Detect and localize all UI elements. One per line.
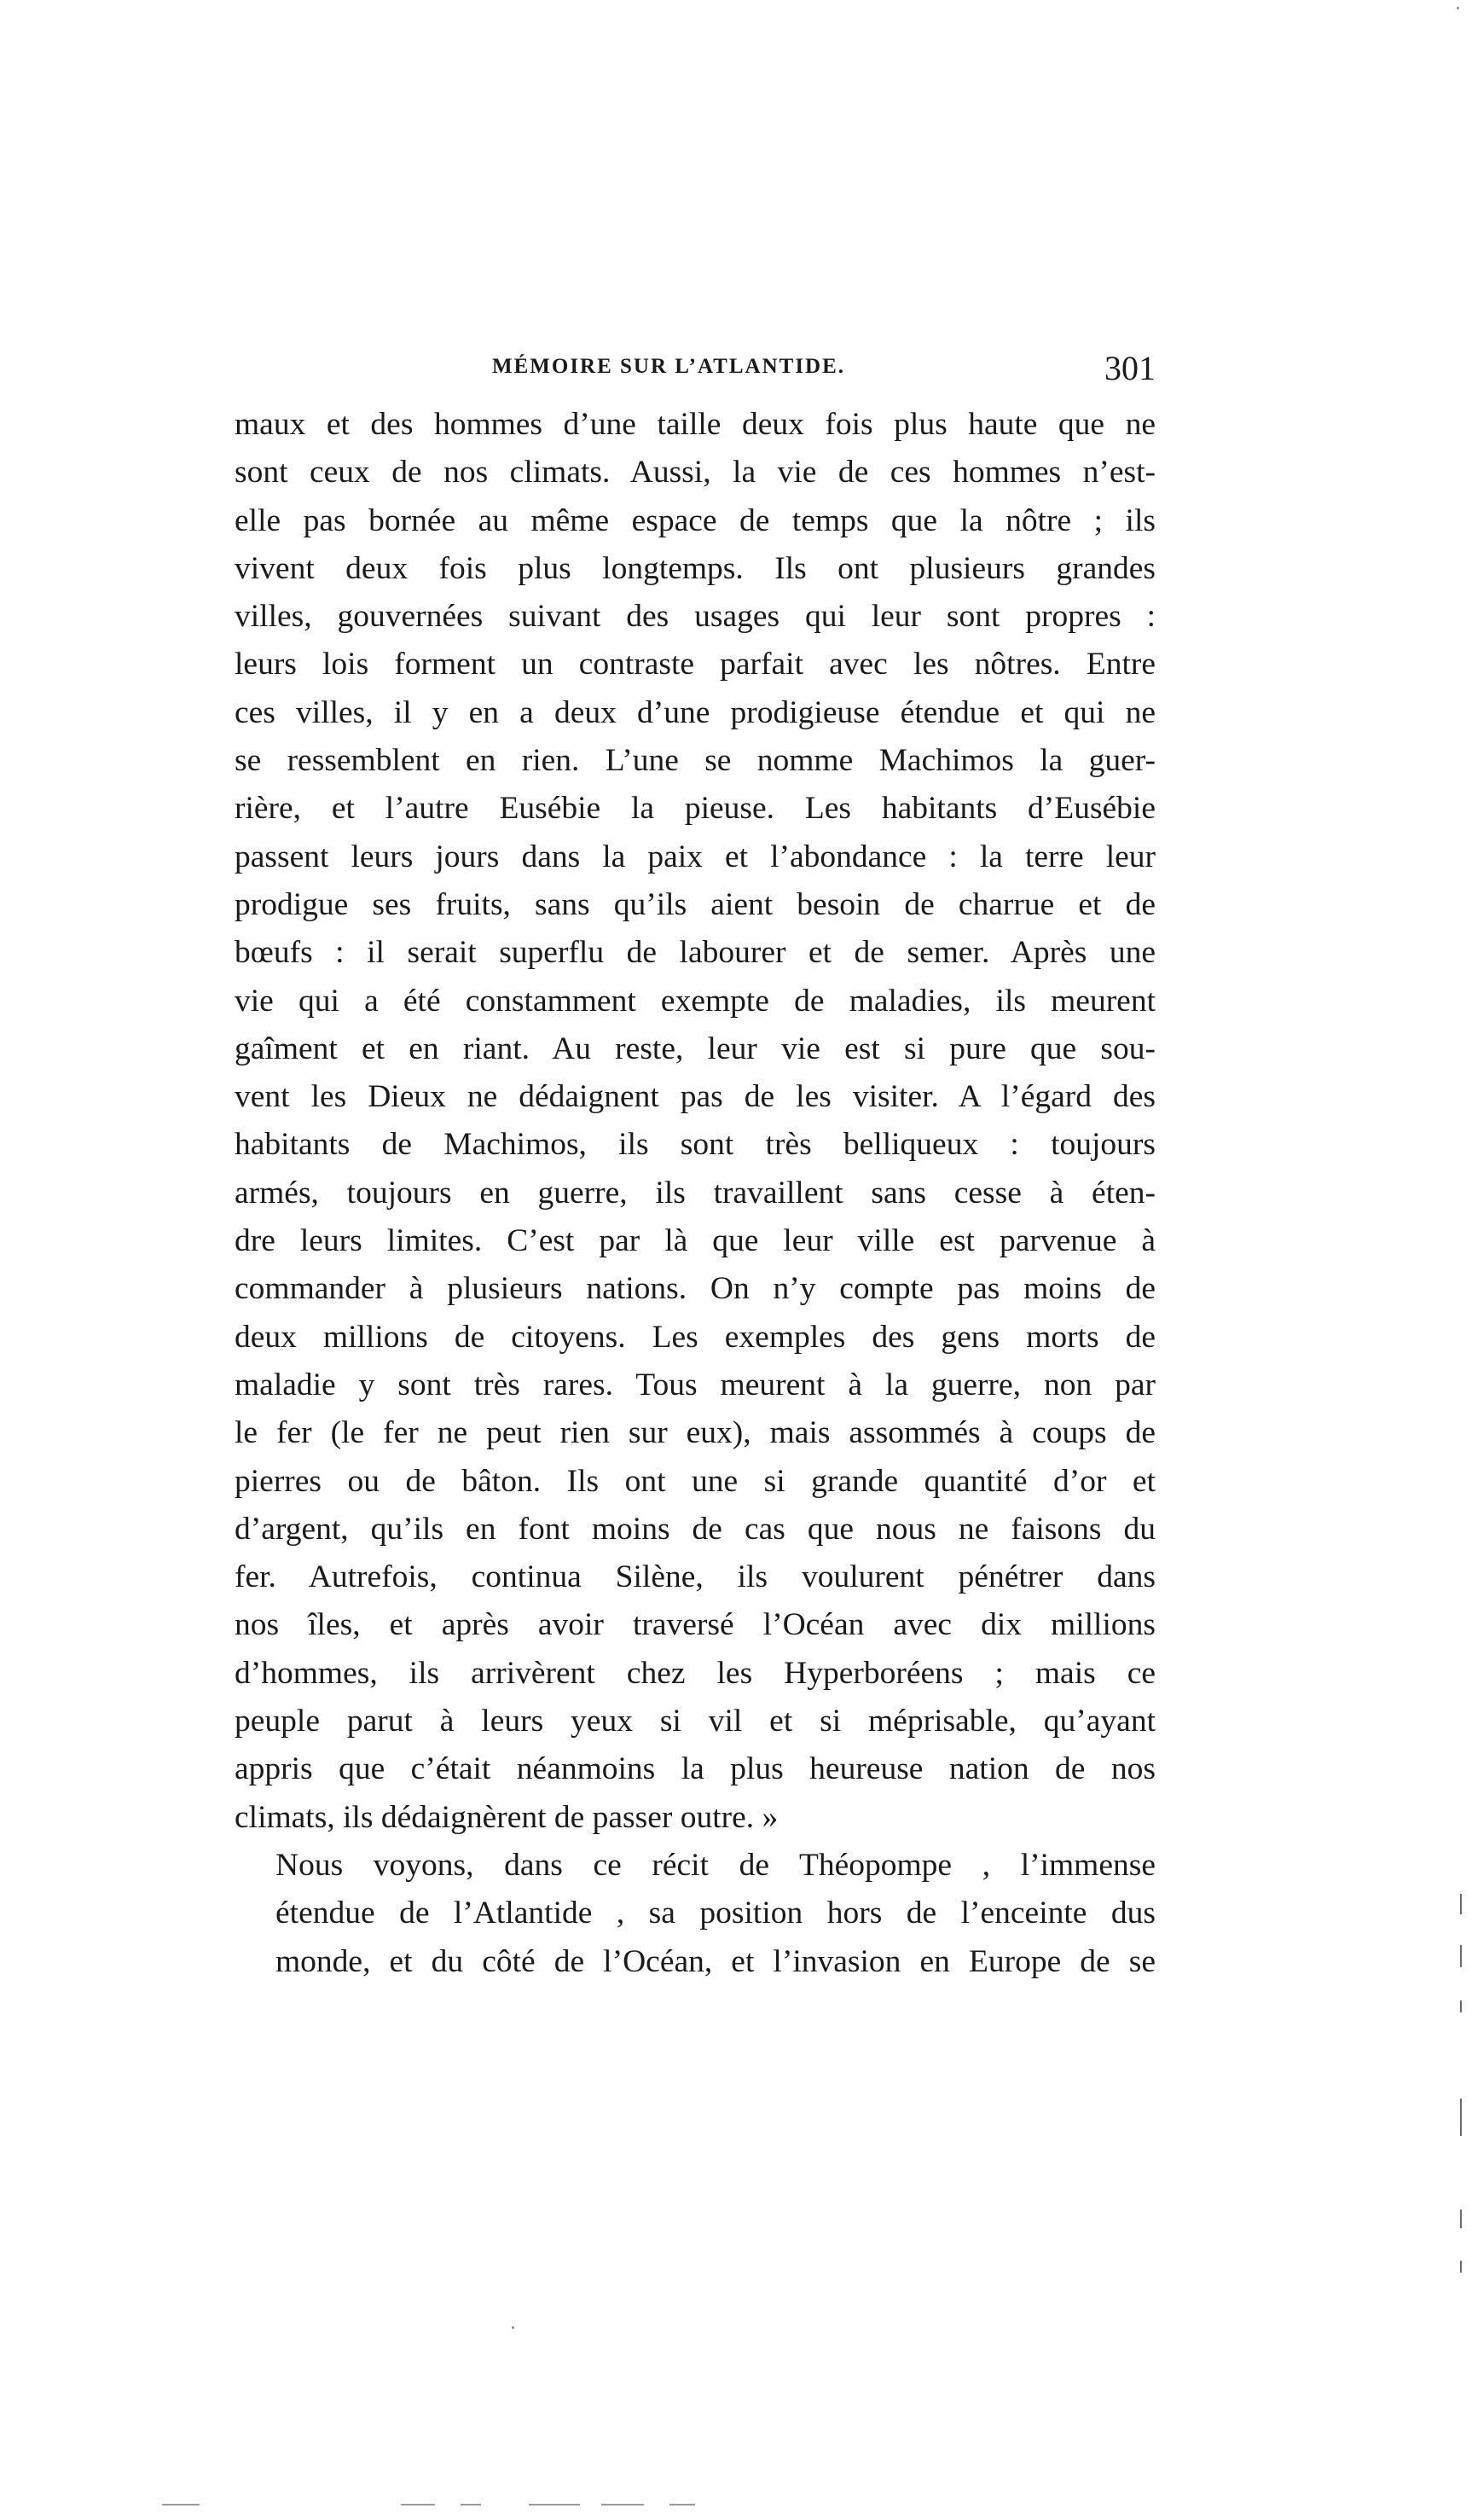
text-line: deux millions de citoyens. Les exemples des gens morts de — [235, 1319, 1156, 1355]
text-line: climats, ils dédaignèrent de passer outre. » — [235, 1799, 779, 1835]
scan-edge-line — [401, 2504, 435, 2505]
text-line: nos îles, et après avoir traversé l’Océan avec dix millions — [235, 1607, 1156, 1643]
paragraph-1 — [235, 401, 1156, 1842]
scan-edge-line — [669, 2504, 695, 2505]
text-line: villes, gouvernées suivant des usages qui leur sont propres : — [235, 599, 1156, 635]
body-text — [235, 401, 1156, 1986]
text-line: fer. Autrefois, continua Silène, ils voulurent pénétrer dans — [235, 1559, 1156, 1595]
scan-mark — [1460, 2099, 1462, 2136]
scan-edge-line — [461, 2504, 481, 2505]
text-line: d’hommes, ils arrivèrent chez les Hyperboréens ; mais ce — [235, 1655, 1156, 1691]
text-line: le fer (le fer ne peut rien sur eux), mais assommés à coups de — [235, 1415, 1156, 1451]
scan-mark — [1460, 1894, 1462, 1914]
scan-edge-line — [601, 2504, 644, 2505]
text-line: ces villes, il y en a deux d’une prodigieuse étendue et qui ne — [235, 694, 1156, 730]
text-line: peuple parut à leurs yeux si vil et si méprisable, qu’ayant — [235, 1704, 1156, 1739]
text-line: pierres ou de bâton. Ils ont une si grande quantité d’or et — [235, 1463, 1156, 1499]
scan-speck — [512, 2326, 514, 2329]
scan-mark — [1460, 2209, 1462, 2228]
text-line: bœufs : il serait superflu de labourer et de semer. Après une — [235, 935, 1156, 971]
running-title: MÉMOIRE SUR L’ATLANTIDE. — [492, 355, 846, 378]
text-line: Nous voyons, dans ce récit de Théopompe , l’immense — [275, 1847, 1156, 1883]
text-line: dre leurs limites. C’est par là que leur ville est parvenue à — [235, 1223, 1156, 1259]
page-number: 301 — [1104, 349, 1156, 387]
scan-mark — [1460, 2000, 1462, 2012]
text-line: gaîment et en riant. Au reste, leur vie est si pure que sou- — [235, 1031, 1156, 1066]
text-line: se ressemblent en rien. L’une se nomme Machimos la guer- — [235, 743, 1156, 779]
scan-margin-marks — [1460, 1885, 1463, 2312]
paragraph-2 — [235, 1842, 1156, 1986]
text-line: leurs lois forment un contraste parfait avec les nôtres. Entre — [235, 647, 1156, 682]
scan-speck — [1457, 7, 1459, 9]
text-line: vie qui a été constamment exempte de maladies, ils meurent — [235, 983, 1156, 1019]
text-line: habitants de Machimos, ils sont très belliqueux : toujours — [235, 1127, 1156, 1163]
scan-mark — [1460, 2261, 1462, 2273]
text-line: maux et des hommes d’une taille deux fois plus haute que ne — [235, 407, 1156, 442]
scan-edge-line — [529, 2504, 580, 2505]
text-line: d’argent, qu’ils en font moins de cas que nous ne faisons du — [235, 1511, 1156, 1547]
text-line: sont ceux de nos climats. Aussi, la vie de ces hommes n’est- — [235, 455, 1156, 491]
text-line: étendue de l’Atlantide , sa position hors de l’enceinte dus — [275, 1896, 1156, 1931]
scan-mark — [1460, 1945, 1462, 1967]
text-line: vent les Dieux ne dédaignent pas de les visiter. A l’égard des — [235, 1079, 1156, 1115]
text-line: commander à plusieurs nations. On n’y compte pas moins de — [235, 1271, 1156, 1307]
scan-edge-line — [162, 2504, 200, 2505]
text-line: passent leurs jours dans la paix et l’abondance : la terre leur — [235, 839, 1156, 874]
text-line: rière, et l’autre Eusébie la pieuse. Les habitants d’Eusébie — [235, 791, 1156, 827]
text-line: armés, toujours en guerre, ils travaillent sans cesse à éten- — [235, 1175, 1156, 1211]
text-line: elle pas bornée au même espace de temps que la nôtre ; ils — [235, 502, 1156, 538]
text-line: appris que c’était néanmoins la plus heureuse nation de nos — [235, 1751, 1156, 1787]
running-head — [235, 348, 1156, 399]
text-line: prodigue ses fruits, sans qu’ils aient besoin de charrue et de — [235, 886, 1156, 922]
text-line: vivent deux fois plus longtemps. Ils ont plusieurs grandes — [235, 550, 1156, 586]
text-line: maladie y sont très rares. Tous meurent à la guerre, non par — [235, 1367, 1156, 1402]
text-line: monde, et du côté de l’Océan, et l’invasion en Europe de se — [275, 1943, 1156, 1979]
